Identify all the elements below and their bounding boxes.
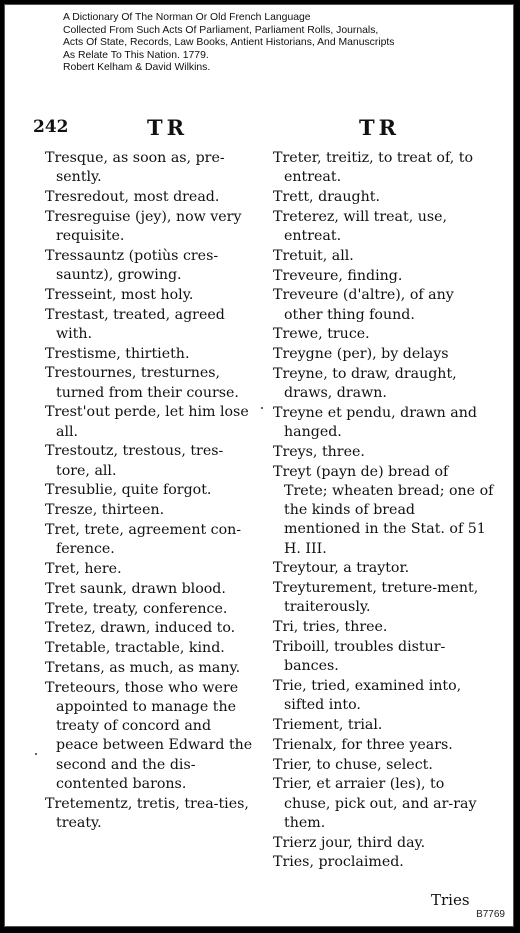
dictionary-entry: Tresreguise (jey), now very requisite.	[45, 208, 242, 244]
dictionary-page	[33, 115, 503, 909]
dictionary-entry: Treveure (d'altre), of any other thing found.	[273, 287, 454, 323]
dictionary-entry: Tressauntz (potiùs cres-sauntz), growing.	[45, 247, 219, 283]
book-header	[63, 12, 513, 75]
scan-frame	[4, 4, 514, 927]
header-line: Robert Kelham & David Wilkins.	[63, 62, 211, 74]
print-speck	[35, 753, 37, 755]
dictionary-entry: Trestisme, thirtieth.	[45, 345, 190, 362]
dictionary-entry: Trestoutz, trestous, tres-tore, all.	[45, 443, 224, 479]
dictionary-entry: Treterez, will treat, use, entreat.	[273, 208, 448, 244]
dictionary-entry: Tries, proclaimed.	[273, 854, 404, 871]
right-running-letters: TR	[359, 115, 401, 140]
dictionary-entry: Treyne et pendu, drawn and hanged.	[273, 404, 477, 441]
dictionary-entry: Treteours, those who were appointed to manage the treaty of concord and peace between Edward the second and the dis-contented barons.	[45, 679, 253, 792]
header-line: As Relate To This Nation. 1779.	[63, 49, 209, 61]
dictionary-entry: Treytour, a traytor.	[273, 560, 410, 577]
dictionary-entry: Trett, draught.	[273, 189, 380, 205]
dictionary-entry: Tret saunk, drawn blood.	[45, 580, 226, 597]
dictionary-entry: Treter, treitiz, to treat of, to entreat.	[273, 150, 473, 186]
dictionary-entry: Tresredout, most dread.	[45, 189, 220, 205]
catalog-stamp: B7769	[476, 909, 505, 920]
dictionary-entry: Triboill, troubles distur-bances.	[273, 638, 446, 675]
right-column	[273, 149, 495, 873]
dictionary-entry: Tret, here.	[45, 560, 122, 577]
dictionary-entry: Trier, et arraier (les), to chuse, pick out, and ar-ray them.	[273, 776, 477, 831]
header-line: Collected From Such Acts Of Parliament, Parliament Rolls, Journals,	[63, 24, 379, 36]
left-running-letters: TR	[147, 115, 189, 140]
dictionary-entry: Tretez, drawn, induced to.	[45, 620, 236, 637]
dictionary-entry: Treygne (per), by delays	[273, 346, 449, 363]
catchword: Tries	[431, 891, 470, 909]
dictionary-entry: Tretable, tractable, kind.	[45, 640, 225, 657]
dictionary-entry: Trewe, truce.	[273, 326, 370, 343]
print-speck	[261, 407, 263, 409]
page-number: 242	[33, 117, 69, 137]
header-line: A Dictionary Of The Norman Or Old French Language	[63, 12, 311, 23]
dictionary-entry: Treyturement, treture-ment, traiterously.	[273, 580, 479, 616]
dictionary-entry: Tresque, as soon as, pre-sently.	[45, 150, 225, 186]
dictionary-entry: Tretuit, all.	[273, 247, 354, 264]
dictionary-entry: Tri, tries, three.	[273, 619, 388, 636]
dictionary-entry: Treyne, to draw, draught, draws, drawn.	[273, 365, 457, 402]
running-head	[33, 115, 503, 149]
dictionary-entry: Trestast, treated, agreed with.	[45, 306, 225, 342]
dictionary-entry: Tretans, as much, as many.	[45, 659, 241, 676]
dictionary-entry: Tresze, thirteen.	[45, 502, 165, 519]
dictionary-entry: Tresublie, quite forgot.	[45, 482, 212, 499]
dictionary-entry: Trienalx, for three years.	[273, 736, 453, 753]
dictionary-entry: Triement, trial.	[273, 716, 383, 733]
dictionary-entry: Tresseint, most holy.	[45, 286, 194, 303]
dictionary-entry: Treyt (payn de) bread of Trete; wheaten bread; one of the kinds of bread mentioned in the Stat. of 51 H. III.	[273, 463, 494, 557]
dictionary-entry: Trier, to chuse, select.	[273, 756, 433, 773]
dictionary-entry: Trie, tried, examined into, sifted into.	[273, 677, 462, 714]
header-line: Acts Of State, Records, Law Books, Antient Historians, And Manuscripts	[63, 37, 395, 49]
dictionary-entry: Treys, three.	[273, 443, 365, 460]
left-column	[45, 149, 257, 833]
dictionary-entry: Trete, treaty, conference.	[45, 600, 228, 617]
dictionary-entry: Trestournes, tresturnes, turned from their course.	[45, 365, 239, 401]
dictionary-entry: Trest'out perde, let him lose all.	[45, 404, 249, 440]
dictionary-entry: Trierz jour, third day.	[273, 834, 426, 851]
dictionary-entry: Tret, trete, agreement con-ference.	[45, 521, 242, 558]
dictionary-entry: Treveure, finding.	[273, 267, 403, 284]
dictionary-entry: Tretementz, tretis, trea-ties, treaty.	[45, 795, 249, 831]
